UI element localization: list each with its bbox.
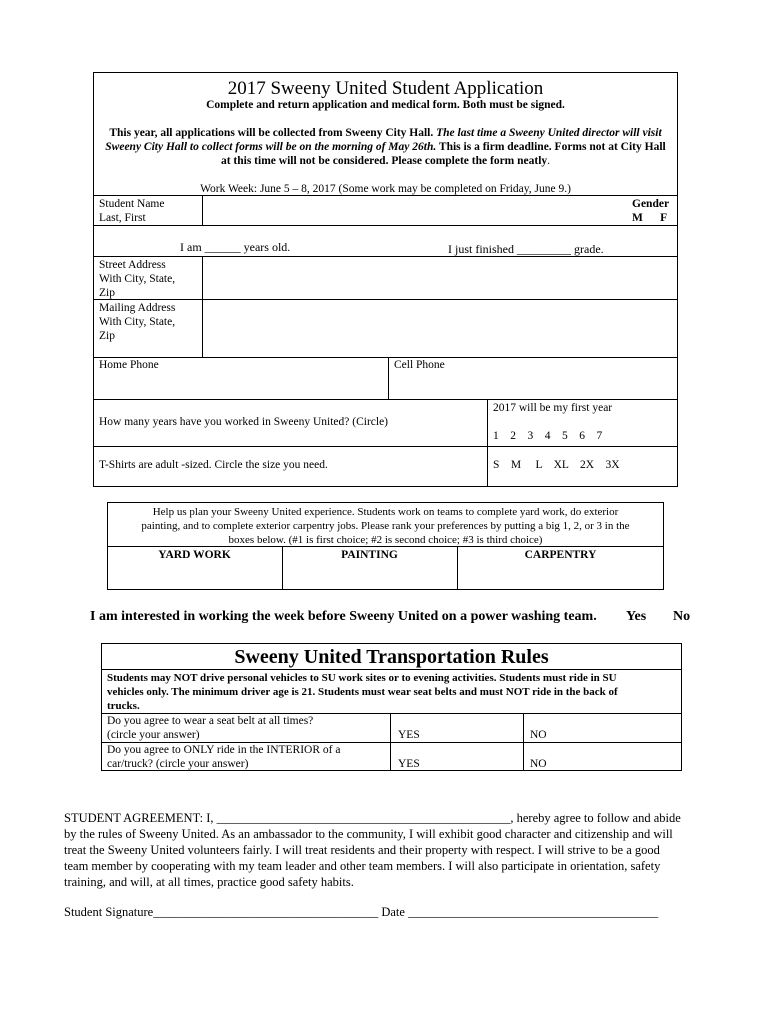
grade-text[interactable]: I just finished _________ grade. bbox=[448, 242, 604, 256]
yard-work-header: YARD WORK bbox=[158, 549, 231, 561]
gender-label: Gender bbox=[632, 198, 670, 210]
interior-yes[interactable]: YES bbox=[398, 758, 420, 770]
mailing-label: With City, State, bbox=[99, 316, 176, 328]
student-name-field[interactable] bbox=[203, 196, 623, 225]
col-line bbox=[487, 399, 488, 487]
row-line bbox=[101, 669, 682, 670]
painting-rank-field[interactable] bbox=[283, 563, 456, 589]
seatbelt-question: (circle your answer) bbox=[107, 729, 200, 741]
agreement-text: treat the Sweeny United volunteers fairly. I will treat residents and their property with respect. I will strive to be a good bbox=[64, 843, 660, 857]
signature-line[interactable]: Student Signature____________________________________ Date ________________________________________ bbox=[64, 905, 659, 919]
seatbelt-no[interactable]: NO bbox=[530, 729, 547, 741]
power-washing-no[interactable]: No bbox=[673, 609, 691, 624]
application-subtitle: Complete and return application and medical form. Both must be signed. bbox=[206, 99, 565, 111]
street-address-field[interactable] bbox=[203, 257, 677, 299]
transportation-rules: vehicles only. The minimum driver age is 21. Students must wear seat belts and must NOT ride in the back of bbox=[107, 686, 618, 698]
transportation-rules: Students may NOT drive personal vehicles to SU work sites or to evening activities. Students must ride in SU bbox=[107, 672, 617, 684]
yard-work-rank-field[interactable] bbox=[108, 563, 281, 589]
home-phone-label: Home Phone bbox=[99, 359, 159, 371]
first-year-text[interactable]: 2017 will be my first year bbox=[493, 402, 613, 414]
agreement-text: team member by cooperating with my team leader and other team members. I will also participate in orientation, safety bbox=[64, 859, 661, 873]
home-phone-field[interactable] bbox=[94, 372, 387, 399]
power-washing-question: I am interested in working the week before Sweeny United on a power washing team. bbox=[90, 609, 597, 624]
work-week: Work Week: June 5 – 8, 2017 (Some work may be completed on Friday, June 9.) bbox=[200, 183, 571, 195]
cell-phone-field[interactable] bbox=[389, 372, 677, 399]
interior-question: car/truck? (circle your answer) bbox=[107, 758, 249, 770]
street-label: Zip bbox=[99, 287, 115, 299]
row-line bbox=[93, 225, 678, 226]
street-label: With City, State, bbox=[99, 273, 176, 285]
notice-part2: This is a firm deadline. Forms not at City Hall at this time will not be considered. Please complete the form neatly bbox=[220, 141, 666, 167]
notice-end: . bbox=[547, 155, 551, 167]
row-line bbox=[93, 357, 678, 358]
mailing-label: Zip bbox=[99, 330, 115, 342]
notice-part1: This year, all applications will be collected from Sweeny City Hall. bbox=[109, 127, 434, 139]
agreement-text: by the rules of Sweeny United. As an ambassador to the community, I will exhibit good character and citizenship and will bbox=[64, 827, 673, 841]
painting-header: PAINTING bbox=[341, 549, 398, 561]
seatbelt-question: Do you agree to wear a seat belt at all times? bbox=[107, 715, 314, 727]
agreement-text: training, and will, at all times, practice good safety habits. bbox=[64, 875, 354, 889]
power-washing-yes[interactable]: Yes bbox=[626, 609, 647, 624]
deadline-notice bbox=[100, 126, 671, 168]
student-name-label: Student Name bbox=[99, 198, 165, 210]
row-line bbox=[93, 399, 678, 400]
gender-options[interactable]: M F bbox=[632, 212, 668, 224]
preferences-intro: boxes below. (#1 is first choice; #2 is second choice; #3 is third choice) bbox=[228, 534, 543, 546]
interior-no[interactable]: NO bbox=[530, 758, 547, 770]
tshirt-text: T-Shirts are adult -sized. Circle the size you need. bbox=[99, 459, 328, 471]
transportation-rules: trucks. bbox=[107, 700, 140, 712]
cell-phone-label: Cell Phone bbox=[394, 359, 445, 371]
preferences-intro: painting, and to complete exterior carpentry jobs. Please rank your preferences by putting a big 1, 2, or 3 in the bbox=[141, 520, 630, 532]
row-line bbox=[93, 446, 678, 447]
age-text[interactable]: I am ______ years old. bbox=[180, 240, 291, 254]
street-label: Street Address bbox=[99, 259, 166, 271]
years-options[interactable]: 1 2 3 4 5 6 7 bbox=[493, 430, 603, 442]
student-name-sublabel: Last, First bbox=[99, 212, 146, 224]
mailing-label: Mailing Address bbox=[99, 302, 176, 314]
row-line bbox=[107, 546, 664, 547]
application-title: 2017 Sweeny United Student Application bbox=[227, 78, 544, 99]
notice-italic: The last time a Sweeny United director will visit Sweeny City Hall to collect forms will be on the morning of May 26th. bbox=[105, 127, 662, 153]
tshirt-options[interactable]: S M L XL 2X 3X bbox=[493, 459, 620, 471]
mailing-address-field[interactable] bbox=[203, 300, 677, 356]
carpentry-rank-field[interactable] bbox=[458, 563, 663, 589]
years-question: How many years have you worked in Sweeny United? (Circle) bbox=[99, 416, 389, 428]
agreement-text[interactable]: STUDENT AGREEMENT: I, _______________________________________________, hereby agree to follow and abide bbox=[64, 811, 681, 825]
preferences-intro: Help us plan your Sweeny United experience. Students work on teams to complete yard work, do exterior bbox=[152, 506, 619, 518]
seatbelt-yes[interactable]: YES bbox=[398, 729, 420, 741]
transportation-title: Sweeny United Transportation Rules bbox=[234, 646, 549, 668]
interior-question: Do you agree to ONLY ride in the INTERIOR of a bbox=[107, 744, 341, 756]
carpentry-header: CARPENTRY bbox=[524, 549, 597, 561]
